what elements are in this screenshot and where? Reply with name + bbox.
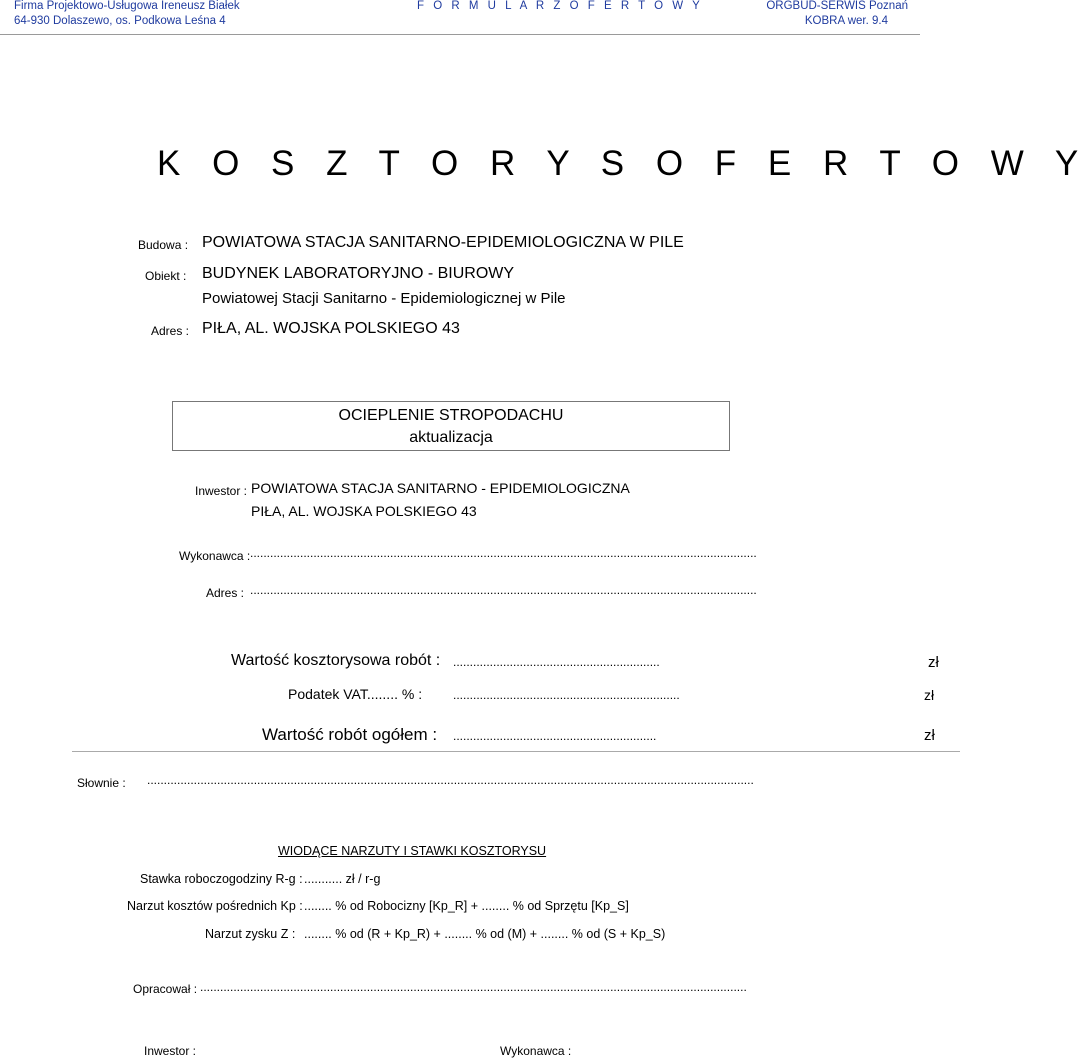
adres-value: PIŁA, AL. WOJSKA POLSKIEGO 43 bbox=[202, 320, 460, 337]
wykonawca-value: ........................................................................................................................................................ bbox=[250, 546, 757, 560]
wartosc-ogolem-currency: zł bbox=[924, 727, 935, 744]
software-owner: ORGBUD-SERWIS Poznań bbox=[766, 0, 908, 12]
scope-line2: aktualizacja bbox=[409, 429, 493, 446]
contractor-adres-label: Adres : bbox=[206, 586, 245, 600]
stawka-label: Stawka roboczogodziny R-g : bbox=[140, 872, 303, 886]
summary-divider bbox=[72, 751, 960, 752]
kp-label: Narzut kosztów pośrednich Kp : bbox=[127, 899, 303, 913]
budowa-label: Budowa : bbox=[138, 238, 189, 252]
signature-wykonawca-label: Wykonawca : bbox=[500, 1044, 572, 1058]
opracowal-value: .................................................................................................................................................................... bbox=[200, 980, 747, 994]
wartosc-ogolem-value: ............................................................. bbox=[453, 729, 657, 743]
document-title: K O S Z T O R Y S O F E R T O W Y bbox=[157, 144, 1089, 183]
investor-line2: PIŁA, AL. WOJSKA POLSKIEGO 43 bbox=[251, 503, 477, 519]
company-name: Firma Projektowo-Usługowa Ireneusz Białek bbox=[14, 0, 240, 12]
slownie-value: ...................................................................................................................................................................................... bbox=[147, 773, 754, 787]
company-address: 64-930 Dolaszewo, os. Podkowa Leśna 4 bbox=[14, 15, 226, 27]
signature-inwestor-label: Inwestor : bbox=[144, 1044, 197, 1058]
rates-heading: WIODĄCE NARZUTY I STAWKI KOSZTORYSU bbox=[278, 844, 547, 858]
investor-label: Inwestor : bbox=[195, 484, 248, 498]
obiekt-line1: BUDYNEK LABORATORYJNO - BIUROWY bbox=[202, 265, 515, 282]
scope-box bbox=[172, 401, 730, 451]
obiekt-line2: Powiatowej Stacji Sanitarno - Epidemiologicznej w Pile bbox=[202, 290, 566, 307]
obiekt-label: Obiekt : bbox=[145, 269, 187, 283]
podatek-value: .................................................................... bbox=[453, 688, 680, 702]
wartosc-kosztorysowa-label: Wartość kosztorysowa robót : bbox=[231, 652, 441, 669]
header-divider bbox=[0, 34, 920, 35]
z-value: ........ % od (R + Kp_R) + ........ % od (M) + ........ % od (S + Kp_S) bbox=[304, 927, 666, 941]
wartosc-kosztorysowa-currency: zł bbox=[928, 654, 939, 671]
wykonawca-label: Wykonawca : bbox=[179, 549, 251, 563]
scope-line1: OCIEPLENIE STROPODACHU bbox=[338, 407, 564, 424]
z-label: Narzut zysku Z : bbox=[205, 927, 296, 941]
wartosc-ogolem-label: Wartość robót ogółem : bbox=[262, 725, 438, 744]
podatek-currency: zł bbox=[924, 687, 935, 703]
opracowal-label: Opracował : bbox=[133, 982, 198, 996]
investor-line1: POWIATOWA STACJA SANITARNO - EPIDEMIOLOGICZNA bbox=[251, 480, 630, 496]
budowa-value: POWIATOWA STACJA SANITARNO-EPIDEMIOLOGICZNA W PILE bbox=[202, 234, 684, 251]
kp-value: ........ % od Robocizny [Kp_R] + ........ % od Sprzętu [Kp_S] bbox=[304, 899, 629, 913]
stawka-value: ........... zł / r-g bbox=[304, 872, 381, 886]
podatek-label: Podatek VAT........ % : bbox=[288, 686, 423, 702]
software-version: KOBRA wer. 9.4 bbox=[804, 15, 888, 27]
adres-label: Adres : bbox=[151, 324, 190, 338]
slownie-label: Słownie : bbox=[77, 776, 126, 790]
wartosc-kosztorysowa-value: .............................................................. bbox=[453, 655, 660, 669]
form-title: F O R M U L A R Z O F E R T O W Y bbox=[417, 0, 703, 12]
contractor-adres-value: ........................................................................................................................................................ bbox=[250, 583, 757, 597]
